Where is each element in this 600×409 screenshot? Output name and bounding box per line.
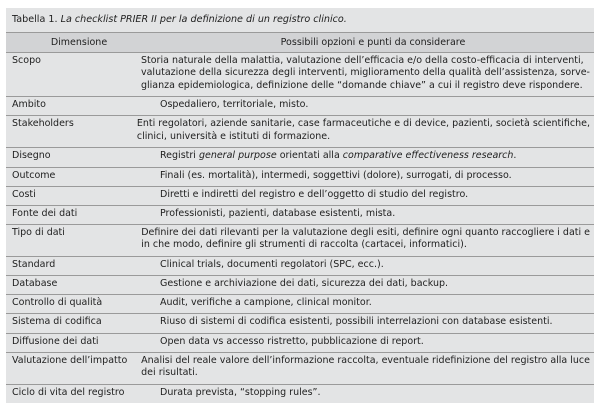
options-cell [152, 257, 594, 275]
options-line: Riuso di sistemi di codifica esistenti, possibili interrelazioni con database esistenti. [160, 316, 553, 328]
text-fragment: Registri [160, 150, 199, 162]
options-line: Storia naturale della malattia, valutazione dell’efficacia e/o della costo-efficacia di interventi, [140, 55, 584, 66]
dimension-cell: Disegno [12, 150, 51, 162]
options-line: Ospedaliero, territoriale, misto. [160, 99, 309, 111]
options-cell [152, 206, 594, 224]
options-cell [152, 97, 594, 115]
options-cell [133, 53, 594, 96]
options-cell [152, 187, 594, 205]
dimension-cell: Stakeholders [12, 118, 74, 130]
table-row [6, 313, 594, 332]
options-line [160, 150, 590, 162]
options-line: Clinical trials, documenti regolatori (SPC, ecc.). [160, 259, 384, 270]
options-cell [152, 334, 594, 352]
table-row [6, 384, 594, 403]
table-row [6, 186, 594, 205]
options-line: Definire dei dati rilevanti per la valutazione degli esiti, definire ogni quanto raccogliere i dati e [141, 226, 590, 238]
table-row [6, 96, 594, 115]
table-row [6, 352, 594, 384]
table-row [6, 224, 594, 256]
dimension-cell: Ciclo di vita del registro [12, 386, 125, 398]
options-cell [133, 225, 594, 256]
options-cell [152, 314, 594, 332]
options-cell [152, 168, 594, 186]
header-options: Possibili opzioni e punti da considerare [280, 37, 466, 48]
options-cell [152, 295, 594, 313]
table-row [6, 167, 594, 186]
dimension-cell: Fonte dei dati [12, 207, 78, 219]
dimension-cell: Sistema di codifica [12, 316, 102, 328]
options-cell [152, 276, 594, 294]
dimension-cell: Outcome [12, 169, 56, 181]
table-header [6, 33, 594, 52]
options-line: Gestione e archiviazione dei dati, sicurezza dei dati, backup. [160, 278, 449, 290]
table-row [6, 205, 594, 224]
options-line: Audit, verifiche a campione, clinical monitor. [160, 297, 372, 309]
table-row [6, 256, 594, 275]
options-cell [152, 385, 594, 403]
dimension-cell: Controllo di qualità [12, 297, 103, 309]
table-row [6, 52, 594, 96]
table-row [6, 275, 594, 294]
italic-term: comparative effectiveness research [342, 150, 514, 162]
caption-text: La checklist PRIER II per la definizione di un registro clinico. [60, 14, 347, 25]
table-body [6, 52, 594, 403]
options-line: Professionisti, pazienti, database esistenti, mista. [160, 207, 396, 219]
options-cell [129, 116, 594, 147]
options-line: Open data vs accesso ristretto, pubblicazione di report. [160, 335, 424, 347]
table-row [6, 333, 594, 352]
table-row [6, 115, 594, 147]
options-line: clinici, università e istituti di formazione. [136, 130, 331, 142]
options-line: dei risultati. [141, 366, 198, 378]
options-line: Analisi del reale valore dell’informazione raccolta, eventuale ridefinizione del registro alla luce [141, 354, 590, 366]
header-dimension: Dimensione [50, 37, 108, 48]
options-line: Diretti e indiretti del registro e dell’oggetto di studio del registro. [160, 188, 469, 200]
table-caption [6, 8, 594, 33]
options-line: valutazione della sicurezza degli interventi, miglioramento della qualità dell’assistenza, sorve- [140, 67, 590, 79]
dimension-cell: Scopo [12, 55, 41, 66]
italic-term: general purpose [198, 150, 277, 162]
table-row [6, 294, 594, 313]
options-line: Durata prevista, “stopping rules”. [160, 386, 321, 398]
caption-label: Tabella 1. [12, 14, 58, 25]
options-cell [152, 148, 594, 166]
checklist-table [6, 8, 594, 403]
dimension-cell: Standard [12, 259, 56, 270]
dimension-cell: Tipo di dati [12, 226, 65, 238]
dimension-cell: Ambito [12, 99, 46, 111]
options-line: Finali (es. mortalità), intermedi, soggettivi (dolore), surrogati, di processo. [160, 169, 512, 181]
table-row [6, 147, 594, 166]
dimension-cell: Database [12, 278, 58, 290]
options-line: glianza epidemiologica, definizione delle “domande chiave” a cui il registro deve rispondere. [140, 79, 583, 91]
options-line: Enti regolatori, aziende sanitarie, case farmaceutiche e di device, pazienti, società scientifiche, [136, 118, 590, 130]
options-cell [133, 353, 594, 384]
text-fragment: orientati alla [276, 150, 343, 162]
options-line: in che modo, definire gli strumenti di raccolta (cartacei, informatici). [141, 239, 467, 251]
dimension-cell: Diffusione dei dati [12, 335, 99, 347]
dimension-cell: Costi [12, 188, 36, 200]
text-fragment: . [513, 150, 517, 162]
dimension-cell: Valutazione dell’impatto [12, 354, 128, 366]
